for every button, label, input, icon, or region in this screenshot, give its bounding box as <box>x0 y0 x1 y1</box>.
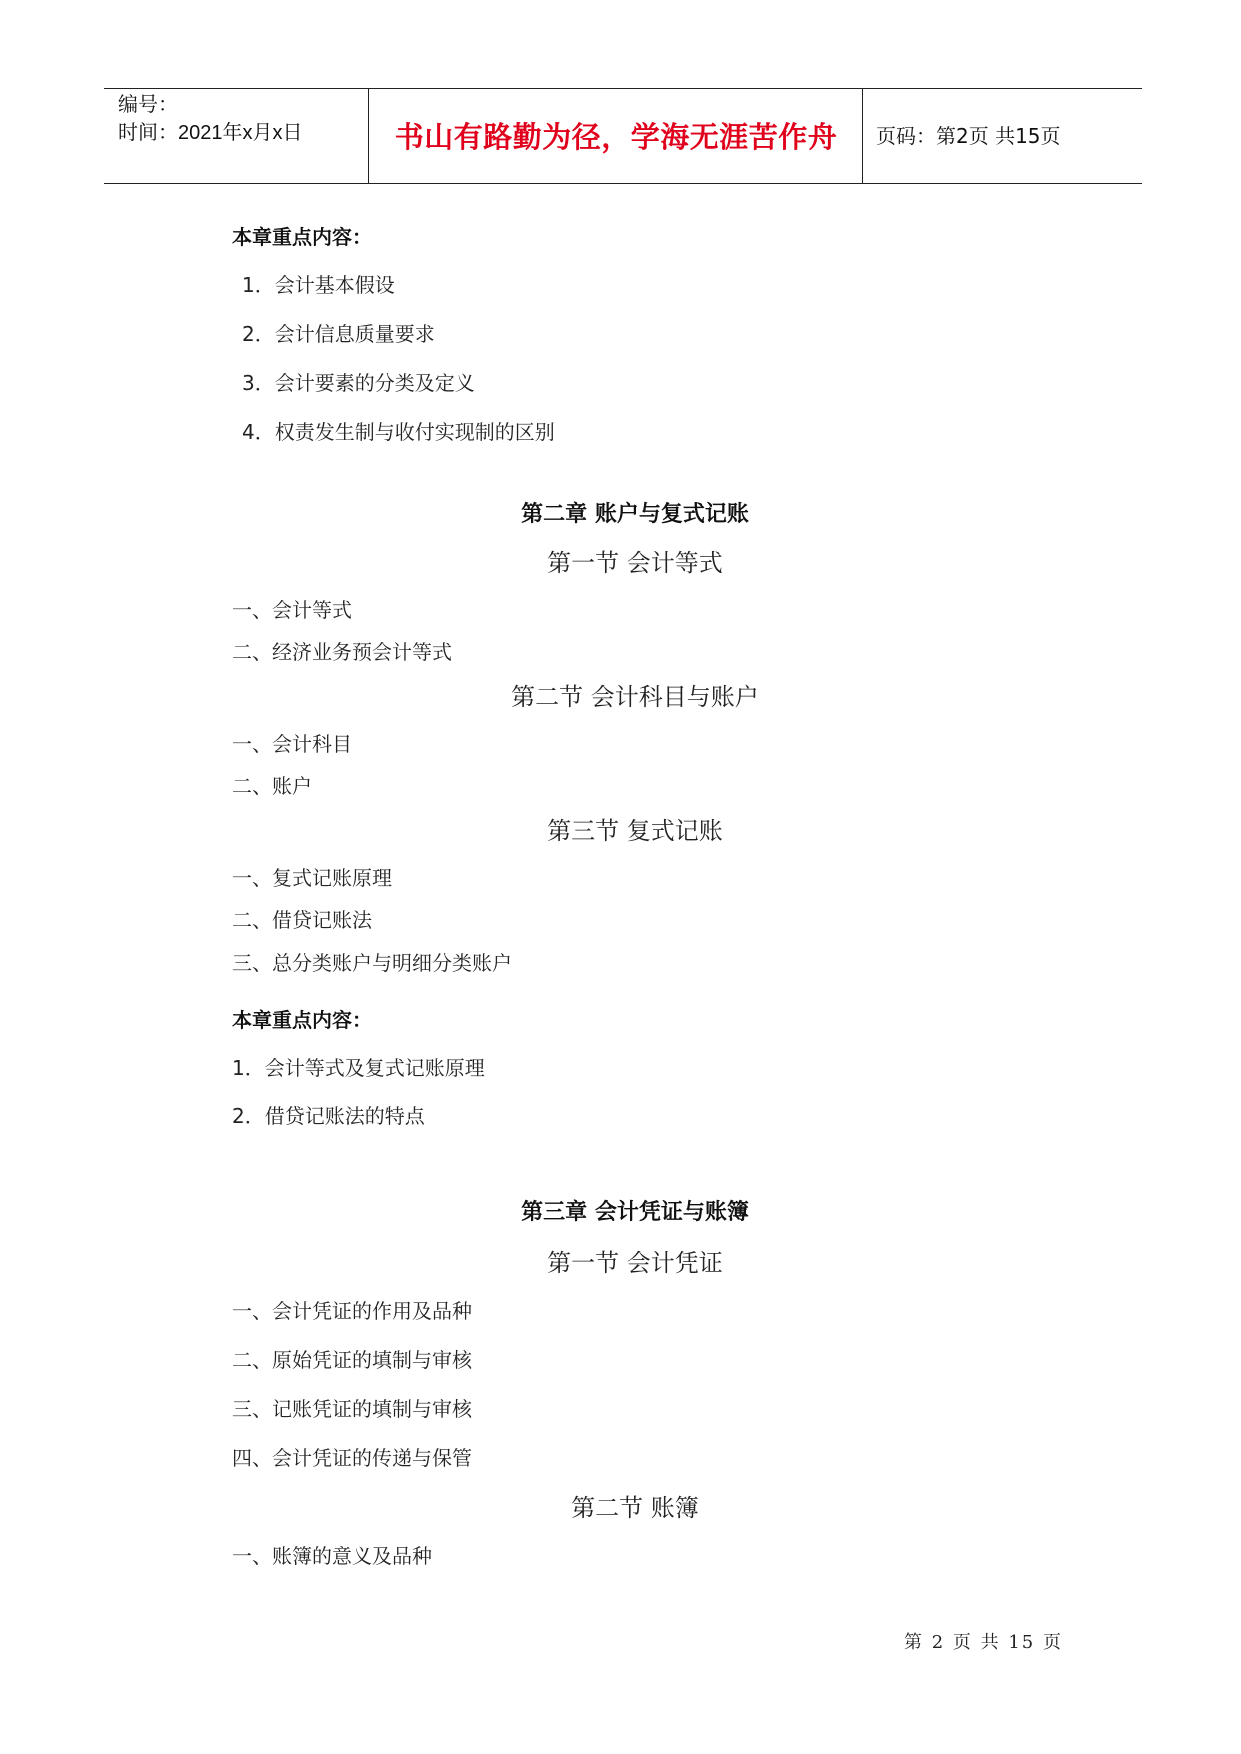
header-page-info: 页码：第2页 共15页 <box>876 124 1061 148</box>
list-item: 一、会计凭证的作用及品种 <box>232 1299 472 1323</box>
chapter2-title: 第二章 账户与复式记账 <box>521 502 749 527</box>
list-item: 1．会计基本假设 <box>242 273 395 297</box>
chapter2-section2-title: 第二节 会计科目与账户 <box>511 683 759 711</box>
list-item: 三、总分类账户与明细分类账户 <box>232 951 512 975</box>
list-item: 二、借贷记账法 <box>232 908 372 932</box>
page-header <box>104 88 1142 184</box>
list-item: 一、账簿的意义及品种 <box>232 1544 432 1568</box>
list-item: 一、会计等式 <box>232 598 352 622</box>
list-item: 二、账户 <box>232 774 312 798</box>
list-item: 一、复式记账原理 <box>232 866 392 890</box>
list-item: 四、会计凭证的传递与保管 <box>232 1446 472 1470</box>
page-footer: 第 2 页 共 15 页 <box>904 1632 1063 1653</box>
chapter3-section2-title: 第二节 账簿 <box>571 1494 699 1522</box>
header-right-cell <box>864 89 1142 183</box>
chapter2-section1-title: 第一节 会计等式 <box>547 549 723 577</box>
list-item: 一、会计科目 <box>232 732 352 756</box>
chapter1-key-heading: 本章重点内容： <box>232 225 372 249</box>
chapter3-section1-title: 第一节 会计凭证 <box>547 1249 723 1277</box>
list-item: 三、记账凭证的填制与审核 <box>232 1397 472 1421</box>
header-left-cell <box>104 89 369 183</box>
list-item: 4．权责发生制与收付实现制的区别 <box>242 420 555 444</box>
header-middle-cell <box>370 89 863 183</box>
document-time-label: 时间：2021年x月x日 <box>118 122 303 144</box>
chapter2-key-heading: 本章重点内容： <box>232 1008 372 1032</box>
header-motto: 书山有路勤为径，学海无涯苦作舟 <box>394 120 838 154</box>
chapter3-title: 第三章 会计凭证与账簿 <box>521 1200 749 1225</box>
list-item: 二、原始凭证的填制与审核 <box>232 1348 472 1372</box>
list-item: 2．会计信息质量要求 <box>242 322 435 346</box>
list-item: 3．会计要素的分类及定义 <box>242 371 475 395</box>
list-item: 二、经济业务预会计等式 <box>232 640 452 664</box>
chapter2-section3-title: 第三节 复式记账 <box>547 817 723 845</box>
list-item: 1．会计等式及复式记账原理 <box>232 1056 485 1080</box>
list-item: 2．借贷记账法的特点 <box>232 1104 425 1128</box>
document-number-label: 编号： <box>118 94 178 116</box>
